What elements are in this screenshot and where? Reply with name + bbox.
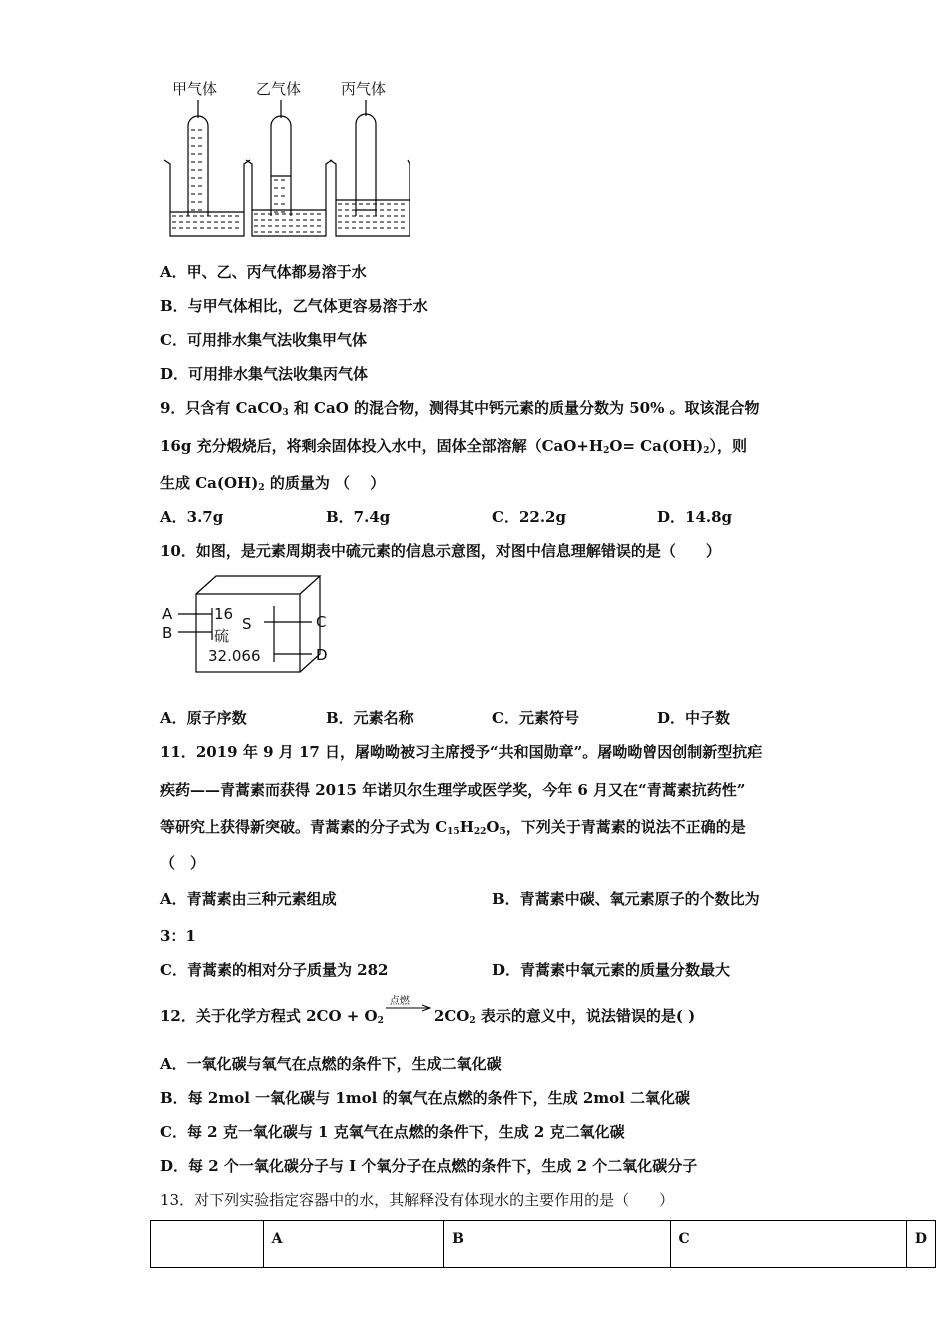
element-symbol: S: [242, 615, 252, 633]
q10-option-c: C．元素符号: [492, 709, 579, 727]
q11-stem-line2: 疾药——青蒿素而获得 2015 年诺贝尔生理学或医学奖，今年 6 月又在“青蒿素抗药性”: [160, 781, 746, 799]
q10-option-a: A．原子序数: [160, 709, 247, 727]
pointer-b: B: [162, 624, 173, 642]
q11-option-b: B．青蒿素中碳、氧元素原子的个数比为: [492, 890, 760, 908]
q8-option-d: D．可用排水集气法收集丙气体: [160, 365, 369, 383]
q9-option-a: A．3.7g: [160, 508, 224, 526]
pointer-d: D: [316, 646, 328, 664]
q11-option-b-cont: 3：1: [160, 927, 196, 945]
table-header-a: A: [263, 1221, 444, 1268]
atomic-number: 16: [214, 605, 234, 623]
q9-option-b: B．7.4g: [326, 508, 391, 526]
q9-stem-line1: 9．只含有 CaCO$_3$ 和 CaO 的混合物，测得其中钙元素的质量分数为 50% 。取该混合物: [160, 399, 760, 418]
q13-stem: 13．对下列实验指定容器中的水，其解释没有体现水的主要作用的是（ ）: [160, 1191, 675, 1209]
beakers-drawing: [160, 98, 410, 243]
element-name: 硫: [214, 627, 230, 645]
table-header-b: B: [444, 1221, 670, 1268]
gas-label-jia: 甲气体: [172, 80, 218, 98]
q8-option-c: C．可用排水集气法收集甲气体: [160, 331, 367, 349]
q12-option-d: D．每 2 个一氧化碳分子与 I 个氧分子在点燃的条件下，生成 2 个二氧化碳分子: [160, 1157, 698, 1175]
q9-stem-line3: 生成 $Ca(OH)_2$ 的质量为 （ ）: [160, 474, 386, 493]
q10-option-b: B．元素名称: [326, 709, 414, 727]
q11-stem-line3: 等研究上获得新突破。青蒿素的分子式为 $C_{15}H_{22}O_5$，下列关于青蒿素的说法不正确的是: [160, 818, 746, 837]
q12-stem: 12．关于化学方程式 $2CO + O_2$ 点燃 $2CO_2$ 表示的意义中，说法错误的是( ): [160, 1006, 695, 1031]
reaction-condition: 点燃: [389, 996, 410, 1007]
q9-option-d: D．14.8g: [657, 508, 733, 526]
atomic-mass: 32.066: [208, 647, 261, 665]
gas-label-yi: 乙气体: [256, 80, 302, 98]
table-header-d: D: [906, 1221, 935, 1268]
q11-stem-line1: 11．2019 年 9 月 17 日，屠呦呦被习主席授予“共和国勋章”。屠呦呦曾因创制新型抗疟: [160, 743, 763, 761]
q9-option-c: C．22.2g: [492, 508, 566, 526]
q8-option-a: A．甲、乙、丙气体都易溶于水: [160, 263, 367, 281]
table-row: [151, 1221, 936, 1268]
reaction-arrow: [384, 996, 434, 1026]
q12-option-c: C．每 2 克一氧化碳与 1 克氧气在点燃的条件下，生成 2 克二氧化碳: [160, 1123, 625, 1141]
q12-option-b: B．每 2mol 一氧化碳与 1mol 的氧气在点燃的条件下，生成 2mol 二氧化碳: [160, 1089, 691, 1107]
table-header-blank: [151, 1221, 264, 1268]
q8-option-b: B．与甲气体相比，乙气体更容易溶于水: [160, 297, 428, 315]
q10-option-d: D．中子数: [657, 709, 731, 727]
pointer-a: A: [162, 605, 173, 623]
q12-option-a: A．一氧化碳与氧气在点燃的条件下，生成二氧化碳: [160, 1055, 502, 1073]
q11-option-a: A．青蒿素由三种元素组成: [160, 890, 337, 908]
table-header-c: C: [670, 1221, 906, 1268]
gas-label-bing: 丙气体: [341, 80, 387, 98]
q11-stem-line4: （ ）: [160, 854, 206, 872]
pointer-c: C: [316, 613, 327, 631]
q11-option-d: D．青蒿素中氧元素的质量分数最大: [492, 961, 731, 979]
q9-stem-line2: 16g 充分煅烧后，将剩余固体投入水中，固体全部溶解$(CaO+H_2O= Ca(OH)_2)$，则: [160, 437, 748, 456]
q11-option-c: C．青蒿素的相对分子质量为 282: [160, 961, 389, 979]
q10-stem: 10．如图，是元素周期表中硫元素的信息示意图，对图中信息理解错误的是（ ）: [160, 542, 721, 560]
q13-table: [150, 1220, 936, 1268]
